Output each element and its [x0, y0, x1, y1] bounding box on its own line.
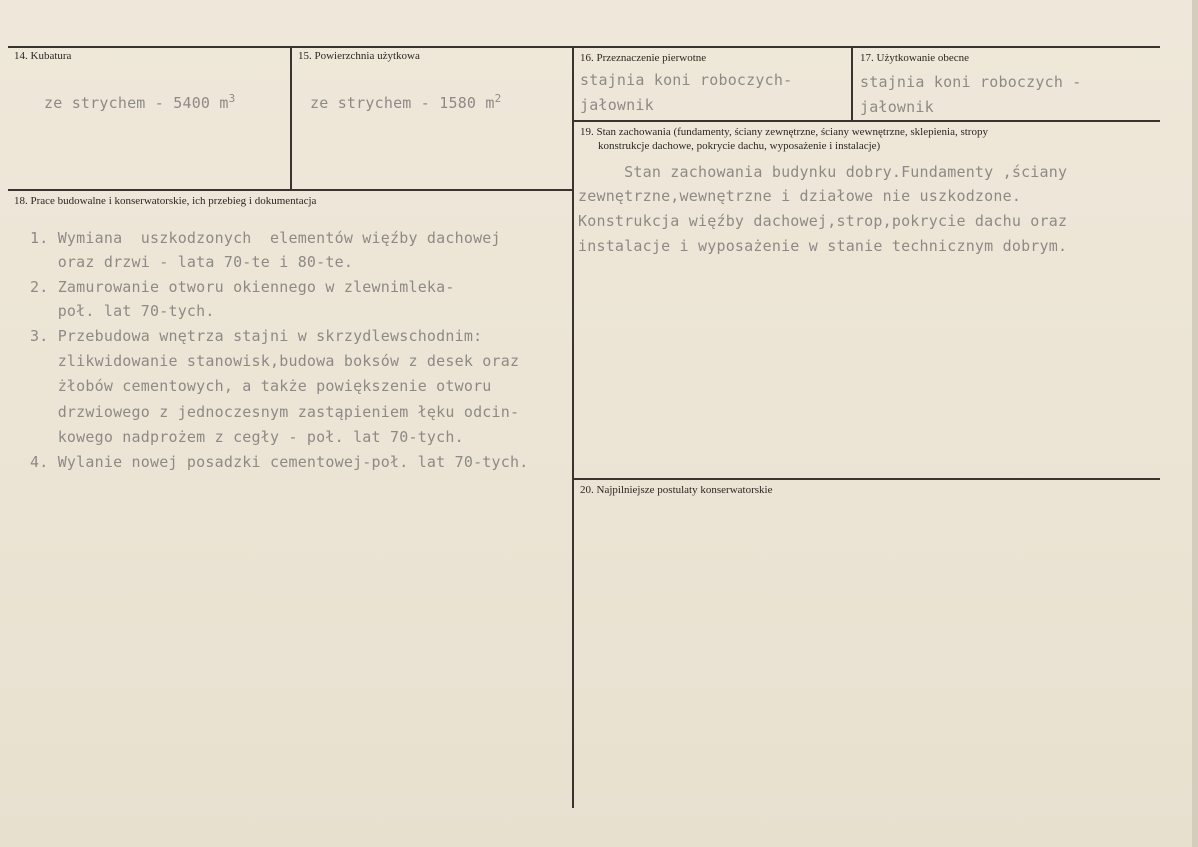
divider-16-17 — [851, 46, 853, 121]
kubatura-label: 14. Kubatura — [14, 50, 72, 62]
uzytkowanie-line-1: stajnia koni roboczych - — [860, 73, 1082, 91]
kubatura-value-text: ze strychem - 5400 m — [44, 94, 229, 112]
przeznaczenie-line-2: jałownik — [580, 96, 654, 114]
rule-above-20 — [572, 478, 1160, 480]
divider-14-15 — [290, 46, 292, 190]
stan-line-3: Konstrukcja więźby dachowej,strop,pokrycie dachu oraz — [578, 212, 1068, 230]
stan-line-4: instalacje i wyposażenie w stanie technicznym dobrym. — [578, 237, 1068, 255]
rule-under-16-17 — [572, 120, 1160, 122]
divider-left-right — [572, 46, 574, 808]
uzytkowanie-label: 17. Użytkowanie obecne — [860, 52, 970, 64]
stan-label-line-2: konstrukcje dachowe, pokrycie dachu, wyposażenie i instalacje) — [598, 140, 881, 152]
prace-line-7: żłobów cementowych, a także powiększenie otworu — [30, 377, 492, 395]
stan-line-1: Stan zachowania budynku dobry.Fundamenty ,ściany — [578, 163, 1068, 181]
kubatura-value — [44, 92, 235, 112]
przeznaczenie-line-1: stajnia koni roboczych- — [580, 71, 793, 89]
prace-line-1: 1. Wymiana uszkodzonych elementów więźby dachowej — [30, 229, 501, 247]
top-rule — [8, 46, 1160, 48]
prace-line-4: poł. lat 70-tych. — [30, 302, 215, 320]
prace-label: 18. Prace budowalne i konserwatorskie, ich przebieg i dokumentacja — [14, 195, 317, 207]
stan-label-line-1: 19. Stan zachowania (fundamenty, ściany zewnętrzne, ściany wewnętrzne, sklepienia, stropy — [580, 126, 988, 138]
prace-line-8: drzwiowego z jednoczesnym zastąpieniem łęku odcin- — [30, 403, 520, 421]
przeznaczenie-label: 16. Przeznaczenie pierwotne — [580, 52, 707, 64]
prace-line-5: 3. Przebudowa wnętrza stajni w skrzydlewschodnim: — [30, 327, 483, 345]
powierzchnia-value — [310, 92, 501, 112]
uzytkowanie-line-2: jałownik — [860, 98, 934, 116]
powierzchnia-unit-exponent: 2 — [494, 92, 502, 105]
prace-line-3: 2. Zamurowanie otworu okiennego w zlewnimleka- — [30, 278, 455, 296]
stan-line-2: zewnętrzne,wewnętrzne i działowe nie uszkodzone. — [578, 187, 1022, 205]
prace-line-6: zlikwidowanie stanowisk,budowa boksów z desek oraz — [30, 352, 520, 370]
card-edge-shadow — [1192, 0, 1198, 847]
powierzchnia-value-text: ze strychem - 1580 m — [310, 94, 495, 112]
powierzchnia-label: 15. Powierzchnia użytkowa — [298, 50, 420, 62]
prace-line-2: oraz drzwi - lata 70-te i 80-te. — [30, 253, 354, 271]
kubatura-unit-exponent: 3 — [228, 92, 236, 105]
postulaty-label: 20. Najpilniejsze postulaty konserwatorskie — [580, 484, 773, 496]
prace-line-10: 4. Wylanie nowej posadzki cementowej-poł. lat 70-tych. — [30, 453, 529, 471]
prace-line-9: kowego nadprożem z cegły - poł. lat 70-tych. — [30, 428, 464, 446]
